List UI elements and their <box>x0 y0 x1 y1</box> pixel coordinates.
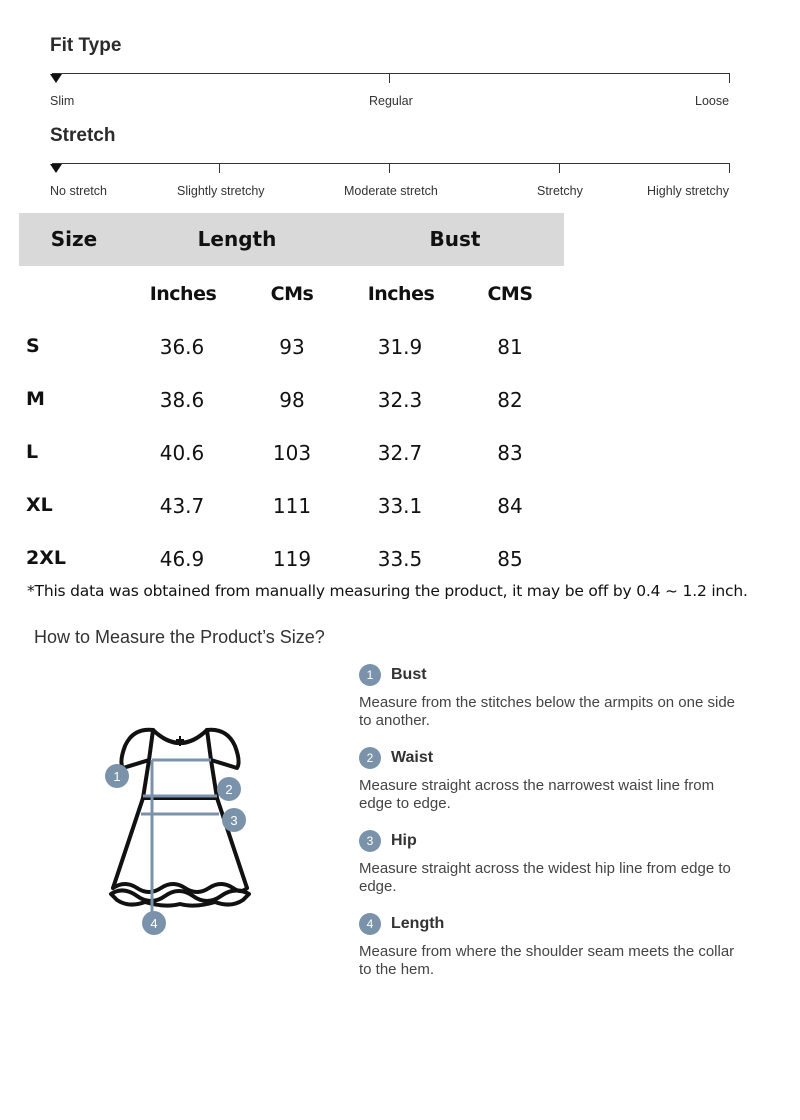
instruction-title: Waist <box>391 749 434 766</box>
marker-3-label: 3 <box>230 813 238 828</box>
instruction-description: Measure from where the shoulder seam meets the collar to the hem. <box>359 943 735 978</box>
length-inches-cell: 40.6 <box>159 441 205 465</box>
stretch-label-slight: Slightly stretchy <box>177 184 265 198</box>
dress-hem-ruffle <box>111 890 249 905</box>
size-cell: S <box>26 335 40 357</box>
number-badge-icon: 1 <box>359 664 381 686</box>
bust-inches-cell: 33.5 <box>377 547 423 571</box>
size-cell: 2XL <box>26 547 66 569</box>
bust-inches-cell: 31.9 <box>377 335 423 359</box>
length-cm-cell: 103 <box>272 441 312 465</box>
stretch-scale-line <box>52 163 730 164</box>
stretch-title: Stretch <box>50 125 116 146</box>
table-row <box>0 494 800 524</box>
size-cell: L <box>26 441 39 463</box>
stretch-tick <box>729 163 730 173</box>
header-bust: Bust <box>429 227 481 251</box>
instruction-description: Measure straight across the narrowest waist line from edge to edge. <box>359 777 715 812</box>
size-cell: XL <box>26 494 53 516</box>
bust-inches-cell: 33.1 <box>377 494 423 518</box>
instruction-title: Length <box>391 915 445 932</box>
bust-cm-cell: 84 <box>497 494 523 518</box>
table-row <box>0 441 800 471</box>
stretch-tick <box>559 163 560 173</box>
length-inches-cell: 46.9 <box>159 547 205 571</box>
length-cm-cell: 93 <box>279 335 305 359</box>
stretch-label-high: Highly stretchy <box>647 184 729 198</box>
stretch-tick <box>219 163 220 173</box>
length-cm-cell: 98 <box>279 388 305 412</box>
size-table-header <box>19 213 564 266</box>
marker-4-label: 4 <box>150 916 158 931</box>
instruction-waist <box>359 747 759 813</box>
instruction-title: Hip <box>391 832 417 849</box>
fit-type-title: Fit Type <box>50 35 122 56</box>
bust-inches-cell: 32.7 <box>377 441 423 465</box>
length-cm-cell: 119 <box>272 547 312 571</box>
fit-type-tick <box>729 73 730 83</box>
header-length: Length <box>197 227 277 251</box>
bust-inches-cell: 32.3 <box>377 388 423 412</box>
instruction-description: Measure straight across the widest hip line from edge to edge. <box>359 860 731 895</box>
subheader-bust-inches: Inches <box>367 283 435 305</box>
instruction-length <box>359 913 759 979</box>
instruction-hip <box>359 830 759 896</box>
fit-type-label-regular: Regular <box>369 94 413 108</box>
length-inches-cell: 38.6 <box>159 388 205 412</box>
bust-cm-cell: 85 <box>497 547 523 571</box>
table-row <box>0 335 800 365</box>
dress-diagram <box>95 710 265 940</box>
instruction-description: Measure from the stitches below the armpits on one side to another. <box>359 694 736 729</box>
fit-type-scale-line <box>52 73 730 74</box>
bust-cm-cell: 82 <box>497 388 523 412</box>
marker-2-label: 2 <box>225 782 233 797</box>
fit-type-marker-icon <box>50 74 62 83</box>
stretch-label-moderate: Moderate stretch <box>344 184 438 198</box>
subheader-length-inches: Inches <box>149 283 217 305</box>
stretch-label-stretchy: Stretchy <box>537 184 583 198</box>
how-to-measure-title: How to Measure the Product’s Size? <box>34 627 325 647</box>
bust-cm-cell: 81 <box>497 335 523 359</box>
fit-type-label-loose: Loose <box>695 94 730 108</box>
instruction-title: Bust <box>391 666 427 683</box>
length-inches-cell: 36.6 <box>159 335 205 359</box>
measurement-note: *This data was obtained from manually measuring the product, it may be off by 0.4 ~ 1.2 inch. <box>27 582 748 600</box>
bust-cm-cell: 83 <box>497 441 523 465</box>
instruction-bust <box>359 664 759 730</box>
table-row <box>0 547 800 577</box>
number-badge-icon: 2 <box>359 747 381 769</box>
subheader-length-cms: CMs <box>270 283 314 305</box>
length-cm-cell: 111 <box>272 494 312 518</box>
table-row <box>0 388 800 418</box>
marker-1-label: 1 <box>113 769 121 784</box>
length-inches-cell: 43.7 <box>159 494 205 518</box>
stretch-tick <box>389 163 390 173</box>
size-cell: M <box>26 388 45 410</box>
number-badge-icon: 3 <box>359 830 381 852</box>
stretch-marker-icon <box>50 164 62 173</box>
subheader-bust-cms: CMS <box>487 283 533 305</box>
header-size: Size <box>50 227 98 251</box>
fit-type-tick <box>389 73 390 83</box>
fit-type-label-slim: Slim <box>50 94 75 108</box>
number-badge-icon: 4 <box>359 913 381 935</box>
stretch-label-none: No stretch <box>50 184 107 198</box>
